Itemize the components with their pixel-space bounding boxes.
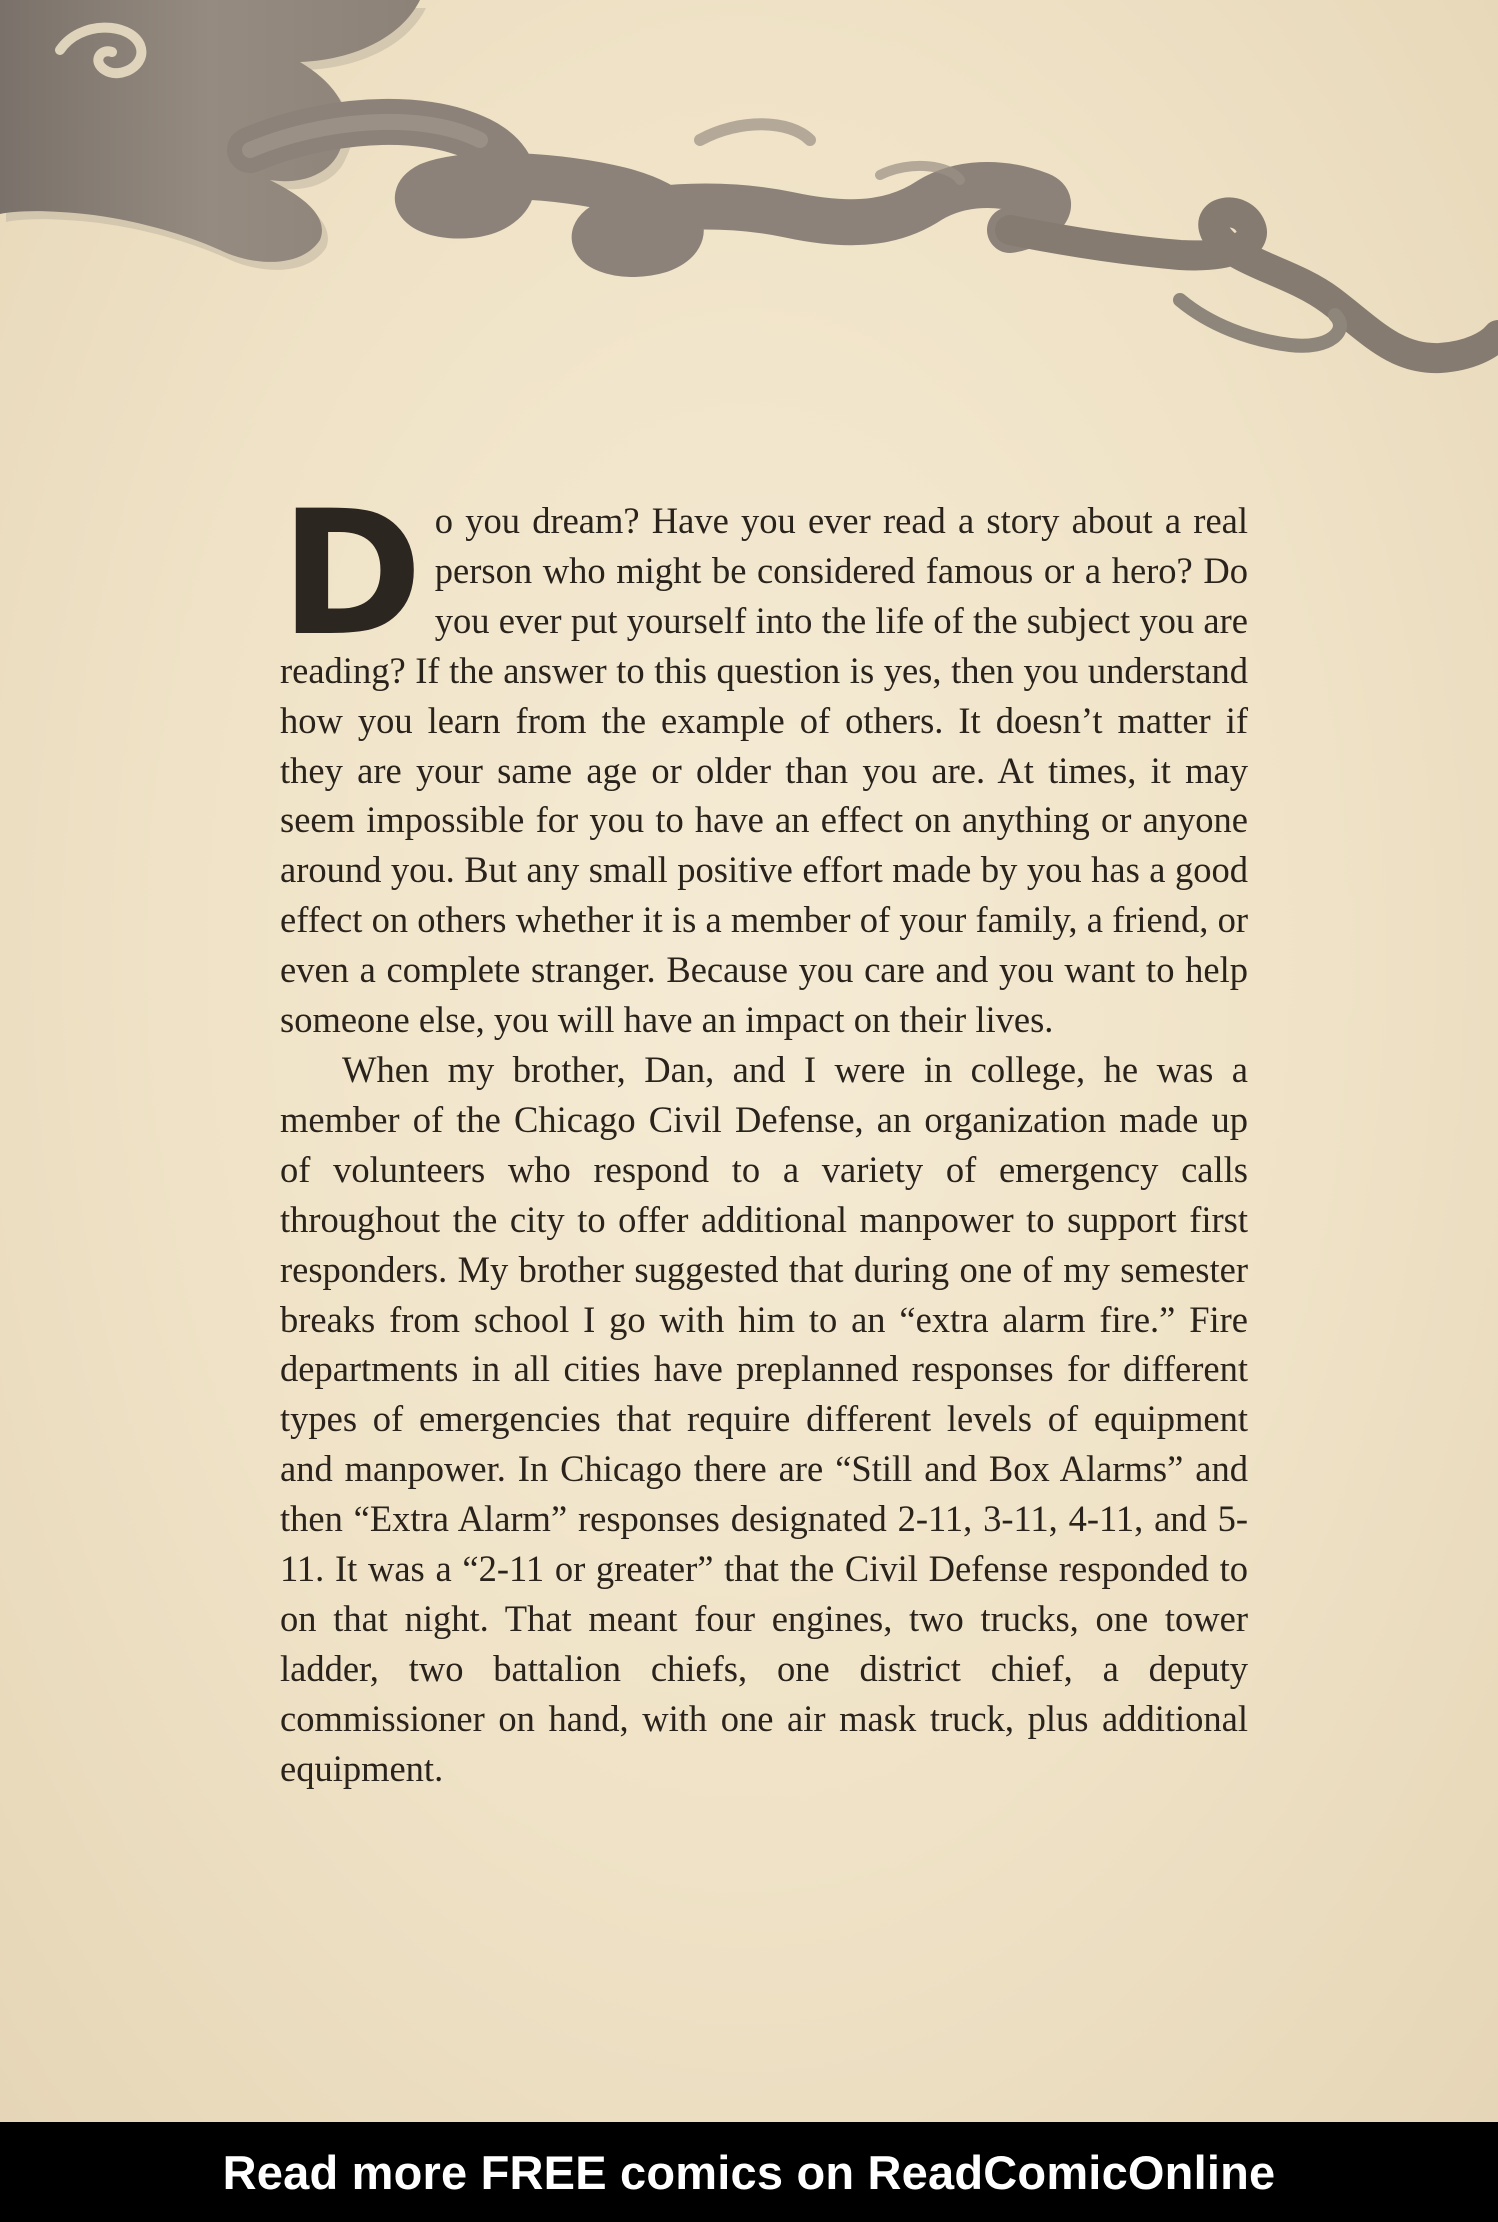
paragraph-2: When my brother, Dan, and I were in college, he was a member of the Chicago Civil Defense, an organization made up of volunteers who respond to a variety of emergency calls throughout the city to offer additional manpower to support first responders. My brother suggested that during one of my semester breaks from school I go with him to an “extra alarm fire.” Fire departments in all cities have preplanned responses for different types of emergencies that require different levels of equipment and manpower. In Chicago there are “Still and Box Alarms” and then “Extra Alarm” responses designated 2-11, 3-11, 4-11, and 5-11. It was a “2-11 or greater” that the Civil Defense responded to on that night. That meant four engines, two trucks, one tower ladder, two battalion chiefs, one district chief, a deputy commissioner on hand, with one air mask truck, plus additional equipment. (280, 1048, 1248, 1789)
smoke-swirl-decoration (0, 0, 1498, 420)
paragraph-1-text: o you dream? Have you ever read a story about a real person who might be considered famous or a hero? Do you ever put yourself into the life of the subject you are reading? If the answer to this question is yes, then you understand how you learn from the example of others. It doesn’t matter if they are your same age or older than you are. At times, it may seem impossible for you to have an effect on anything or anyone around you. But any small positive effort made by you has a good effect on others whether it is a member of your family, a friend, or even a complete stranger. Because you care and you want to help someone else, you will have an impact on their lives. (280, 500, 1248, 1041)
body-text (280, 473, 1248, 1794)
paragraph-1 (280, 473, 1248, 1045)
read-more-link[interactable]: Read more FREE comics on ReadComicOnline (222, 2145, 1276, 2199)
drop-cap: D (280, 473, 421, 674)
footer-banner (0, 2122, 1498, 2222)
